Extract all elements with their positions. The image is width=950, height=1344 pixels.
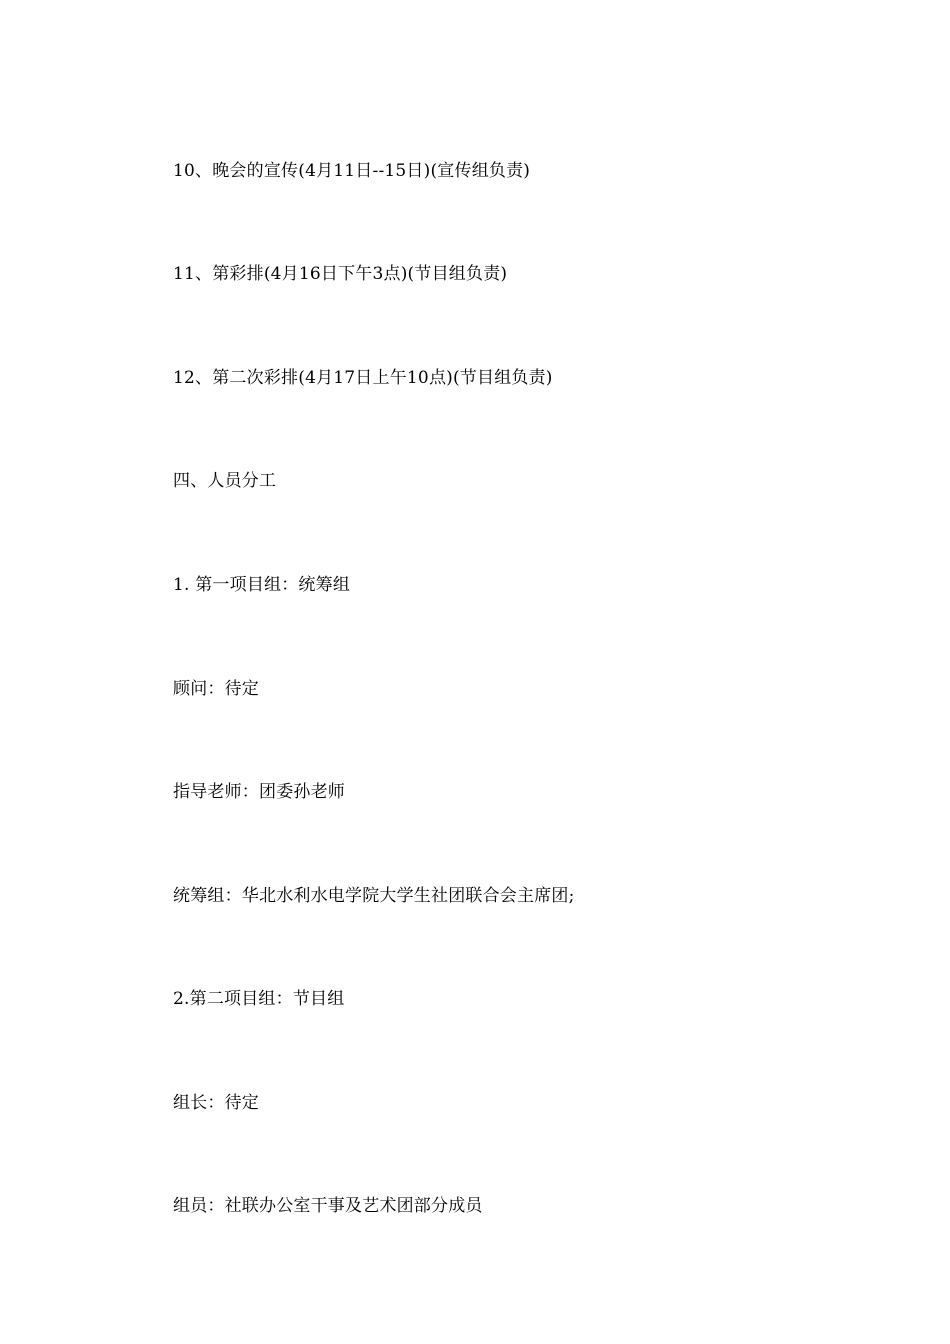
group-2-heading: 2.第二项目组：节目组: [173, 989, 345, 1009]
group-leader-line: 组长：待定: [173, 1093, 259, 1113]
advisor-line: 顾问：待定: [173, 679, 259, 699]
schedule-item-12: 12、第二次彩排(4月17日上午10点)(节目组负责): [173, 368, 553, 388]
instructor-line: 指导老师：团委孙老师: [173, 782, 345, 802]
group-members-line: 组员：社联办公室干事及艺术团部分成员: [173, 1196, 483, 1216]
section-heading-staffing: 四、人员分工: [173, 471, 277, 491]
group-1-heading: 1. 第一项目组：统筹组: [173, 575, 351, 595]
schedule-item-11: 11、第彩排(4月16日下午3点)(节目组负责): [173, 264, 508, 284]
coordination-group-line: 统筹组：华北水利水电学院大学生社团联合会主席团;: [173, 886, 575, 906]
schedule-item-10: 10、晚会的宣传(4月11日--15日)(宣传组负责): [173, 161, 531, 181]
